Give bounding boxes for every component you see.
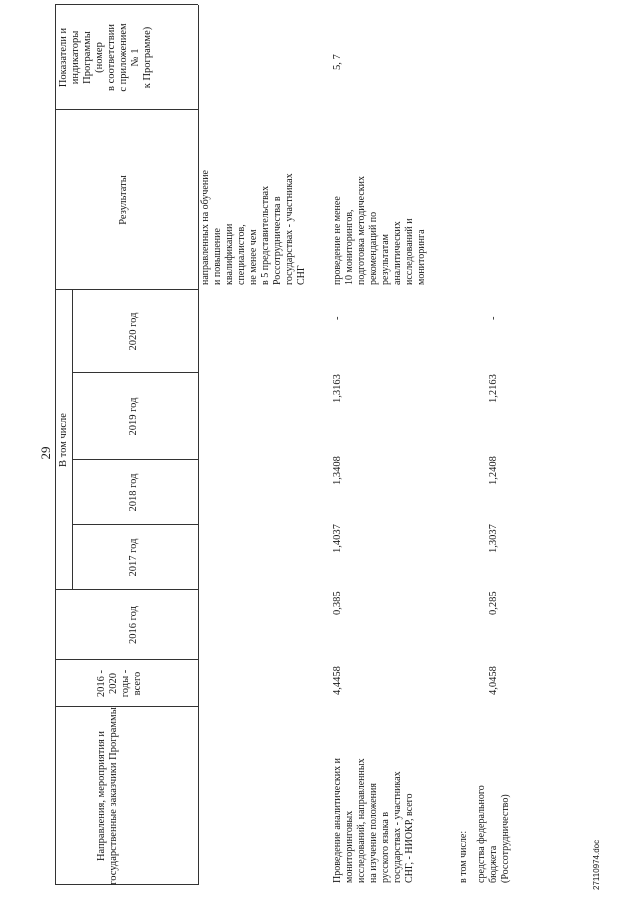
- header-year-2018: 2018 год: [128, 473, 139, 512]
- row-direction: Проведение аналитических и мониторинговых исследований, направленных на изучение положения русского языка в государствах - участниках СНГ, - НИОКР, всего: [332, 758, 415, 883]
- row-2016: 0,385: [332, 591, 343, 615]
- row-2018: 1,2408: [488, 456, 499, 485]
- row-2017: 1,4037: [332, 524, 343, 553]
- row-2020: -: [488, 316, 499, 320]
- row-total: 4,4458: [332, 666, 343, 695]
- header-year-2016: 2016 год: [128, 606, 139, 644]
- row-2020: -: [332, 316, 343, 320]
- group-divider-line: [72, 290, 73, 590]
- row-2018: 1,3408: [332, 456, 343, 485]
- page-number: 29: [38, 446, 53, 460]
- header-indicators: Показатели и индикаторы Программы (номер в соответствии с приложением № 1 к Программе): [58, 23, 153, 92]
- footer-docname: 27110974.doc: [592, 839, 601, 890]
- header-including-group: В том числе: [58, 413, 69, 467]
- header-year-2019: 2019 год: [128, 397, 139, 436]
- row-direction: средства федерального бюджета (Россотрудничество): [476, 785, 511, 883]
- header-results: Результаты: [118, 175, 129, 225]
- row-in-total-label: в том числе:: [458, 830, 469, 883]
- row-indicators: 5, 7: [332, 54, 343, 70]
- header-year-2020: 2020 год: [128, 312, 139, 351]
- row-total: 4,0458: [488, 666, 499, 695]
- table-left-border: [55, 884, 198, 885]
- row-2016: 0,285: [488, 591, 499, 615]
- table-top-border: [55, 5, 56, 885]
- row-2017: 1,3037: [488, 524, 499, 553]
- header-total: 2016 - 2020 годы - всего: [96, 669, 143, 698]
- col-divider-2016: [55, 589, 198, 590]
- row-result: проведение не менее 10 мониторингов, подготовка методических рекомендаций по результатам аналитических исследований и мониторинга: [332, 176, 427, 285]
- row-2019: 1,2163: [488, 374, 499, 403]
- row-2019: 1,3163: [332, 374, 343, 403]
- header-bottom-border: [198, 5, 199, 885]
- continuation-result-text: направленных на обучение и повышение квалификации специалистов, не менее чем в 5 представительствах Россотрудничества в государствах - участниках СНГ: [200, 170, 307, 285]
- header-year-2017: 2017 год: [128, 538, 139, 577]
- header-direction: Направления, мероприятия и государственные заказчики Программы: [96, 707, 119, 885]
